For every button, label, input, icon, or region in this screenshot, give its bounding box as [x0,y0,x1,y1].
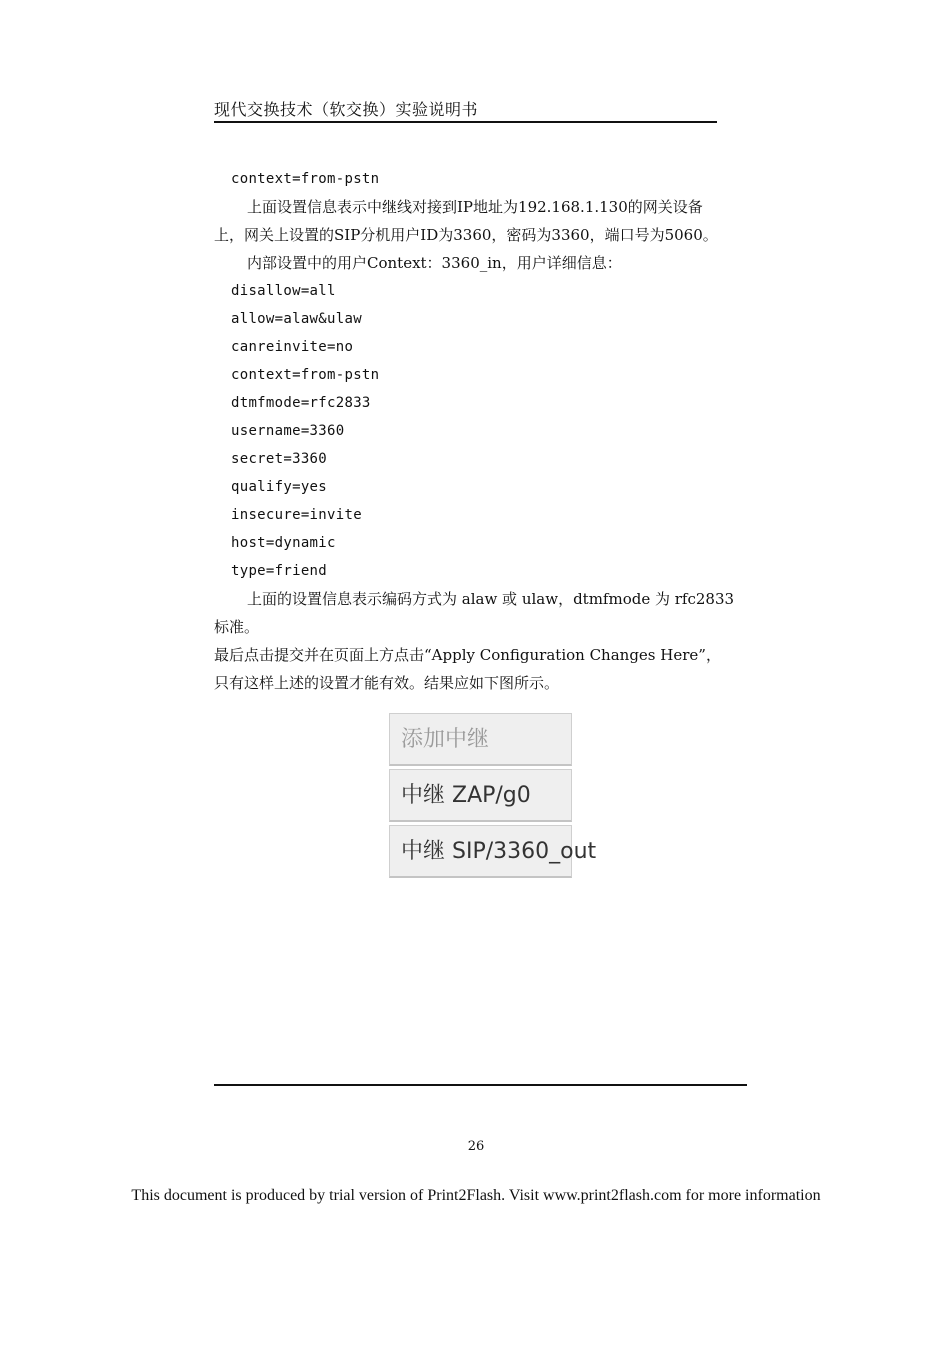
config-line: canreinvite=no [231,339,354,355]
text-line: 上面的设置信息表示编码方式为 alaw 或 ulaw，dtmfmode 为 rfc2833 [247,590,735,608]
config-line: context=from-pstn [231,367,380,383]
text-line: 只有这样上述的设置才能有效。结果应如下图所示。 [214,674,560,692]
page-number: 26 [467,1139,485,1154]
config-line: secret=3360 [231,451,328,467]
header-rule [214,121,717,123]
text-line: 最后点击提交并在页面上方点击“Apply Configuration Changes Here”， [214,646,721,664]
trunk-item-sip[interactable]: 中继 SIP/3360_out [389,825,572,878]
footer-rule [214,1084,747,1086]
config-line: disallow=all [231,283,336,299]
config-line: qualify=yes [231,479,328,495]
trunk-panel [389,713,597,881]
text-line: 上，网关上设置的SIP分机用户ID为3360，密码为3360，端口号为5060。 [214,226,718,244]
config-line: host=dynamic [231,535,336,551]
config-line: type=friend [231,563,328,579]
trial-notice: This document is produced by trial version of Print2Flash. Visit www.print2flash.com for more information [131,1187,821,1204]
page-header-title: 现代交换技术（软交换）实验说明书 [214,100,479,119]
config-line: insecure=invite [231,507,362,523]
trunk-item-zap[interactable]: 中继 ZAP/g0 [389,769,572,822]
text-line: 标准。 [214,618,260,636]
text-line: context=from-pstn [231,171,380,187]
text-line: 上面设置信息表示中继线对接到IP地址为192.168.1.130的网关设备 [247,198,703,216]
add-trunk-button[interactable]: 添加中继 [389,713,572,766]
config-line: username=3360 [231,423,345,439]
config-line: allow=alaw&ulaw [231,311,362,327]
text-line: 内部设置中的用户Context：3360_in，用户详细信息： [247,254,622,272]
config-line: dtmfmode=rfc2833 [231,395,371,411]
